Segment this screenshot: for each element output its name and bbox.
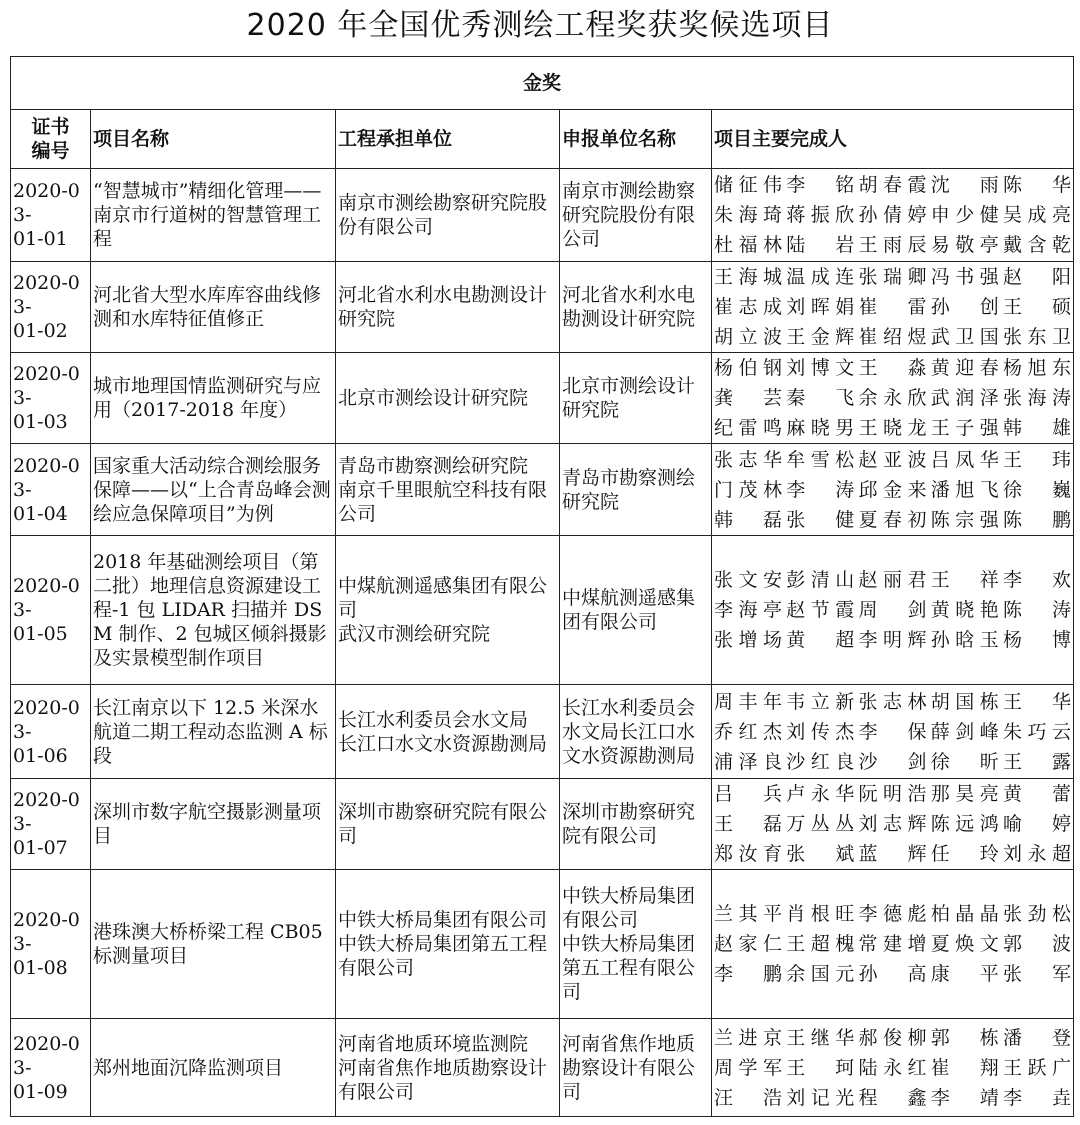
contributor-name: 陈 鹏 xyxy=(1003,508,1071,531)
cert-number xyxy=(11,685,91,779)
contributors-line xyxy=(714,1023,1071,1053)
contributor-name: 张志林 xyxy=(858,690,927,713)
table-row xyxy=(11,262,1074,353)
contributor-name: 申少健 xyxy=(930,204,999,226)
cert-number xyxy=(11,779,91,870)
contributor-name: 张瑞卿 xyxy=(858,266,927,288)
contributor-name: 王 珂 xyxy=(786,1056,855,1079)
header-row xyxy=(11,110,1074,169)
contributor-name: 张增场 xyxy=(714,629,782,651)
contractor-line: 中煤航测遥感集团有限公司 xyxy=(338,575,548,621)
applicant-unit xyxy=(560,169,712,262)
cert-number-part: 2020-03- xyxy=(13,272,80,318)
contributor-name: 崔志成 xyxy=(714,296,782,318)
contributors-line xyxy=(714,475,1071,505)
contributor-name: 孙 创 xyxy=(930,296,999,318)
project-name: 城市地理国情监测研究与应用（2017-2018 年度） xyxy=(91,353,336,444)
contractor-line: 河北省水利水电勘测设计研究院 xyxy=(338,284,548,330)
contributor-name: 柏晶晶 xyxy=(930,903,999,925)
contributor-name: 门茂林 xyxy=(714,478,782,501)
contributor-name: 刘永超 xyxy=(1003,843,1071,865)
applicant-line: 青岛市勘察测绘研究院 xyxy=(562,466,696,513)
applicant-unit xyxy=(560,1019,712,1117)
contributor-name: 李 鹏 xyxy=(714,963,782,985)
contributor-name: 王晓龙 xyxy=(858,417,927,439)
contributor-name: 李海亭 xyxy=(714,599,782,621)
applicant-unit xyxy=(560,444,712,536)
contributor-name: 秦 飞 xyxy=(786,387,855,409)
cert-number-part: 2020-03- xyxy=(13,575,80,621)
contractor-line: 长江水利委员会水文局 xyxy=(338,708,529,731)
awards-table xyxy=(10,56,1074,1117)
contributor-name: 崔 翔 xyxy=(930,1056,999,1079)
contributor-name: 张海涛 xyxy=(1003,387,1071,409)
main-contributors xyxy=(712,870,1074,1019)
contributor-name: 张 军 xyxy=(1003,963,1071,985)
contributor-name: 杨伯钢 xyxy=(714,357,782,379)
cert-number-part: 01-04 xyxy=(13,502,68,525)
cert-number-part: 01-02 xyxy=(13,320,68,342)
contributor-name: 周丰年 xyxy=(714,690,782,713)
cert-number-part: 2020-03- xyxy=(13,909,80,955)
contributor-name: 刘志辉 xyxy=(858,813,927,835)
contributor-name: 郭 波 xyxy=(1003,933,1071,955)
contributors-line xyxy=(714,262,1071,292)
contributors-line xyxy=(714,809,1071,839)
contributor-name: 崔 雷 xyxy=(858,296,927,318)
contributor-name: 蓝 辉 xyxy=(858,843,927,865)
contributor-name: 李 保 xyxy=(858,720,927,743)
contributor-name: 黄 超 xyxy=(786,629,855,651)
cert-number-part: 01-07 xyxy=(13,837,68,859)
contributor-name: 韩 磊 xyxy=(714,508,782,531)
contributor-name: 冯书强 xyxy=(930,266,999,288)
table-body xyxy=(11,169,1074,1117)
contributor-name: 郑汝育 xyxy=(714,843,782,865)
main-contributors xyxy=(712,262,1074,353)
contributor-name: 张志华 xyxy=(714,448,782,471)
contractor-line: 南京市测绘勘察研究院股份有限公司 xyxy=(338,192,548,238)
header-contractor: 工程承担单位 xyxy=(336,110,560,169)
contributor-name: 阮明浩 xyxy=(858,783,927,805)
contributor-name: 孙 高 xyxy=(858,963,927,985)
contributor-name: 郝俊柳 xyxy=(858,1026,927,1049)
contributors-line xyxy=(714,595,1071,625)
main-contributors xyxy=(712,169,1074,262)
contributor-name: 常建增 xyxy=(858,933,927,955)
contributor-name: 孙倩婷 xyxy=(858,204,927,226)
contributor-name: 陈 涛 xyxy=(1003,599,1071,621)
header-cert-no xyxy=(11,110,91,169)
contributors-line xyxy=(714,899,1071,929)
contributor-name: 王 磊 xyxy=(714,813,782,835)
contributor-name: 王跃广 xyxy=(1003,1056,1071,1079)
contributors-line xyxy=(714,779,1071,809)
contributors-line xyxy=(714,565,1071,595)
contributor-name: 赵家仁 xyxy=(714,933,782,955)
contractor-line: 中铁大桥局集团有限公司 xyxy=(338,909,548,931)
contributor-name: 胡国栋 xyxy=(930,690,999,713)
contributor-name: 张东卫 xyxy=(1003,326,1071,348)
applicant-unit xyxy=(560,262,712,353)
header-project: 项目名称 xyxy=(91,110,336,169)
contributor-name: 龚 芸 xyxy=(714,387,782,409)
cert-number xyxy=(11,870,91,1019)
contractor-line: 青岛市勘察测绘研究院 xyxy=(338,454,529,477)
cert-number xyxy=(11,169,91,262)
project-name: 国家重大活动综合测绘服务保障——以“上合青岛峰会测绘应急保障项目”为例 xyxy=(91,444,336,536)
contributor-name: 王 华 xyxy=(1003,690,1071,713)
contributor-name: 陈 华 xyxy=(1003,174,1071,196)
table-row xyxy=(11,779,1074,870)
contributor-name: 武润泽 xyxy=(930,387,999,409)
contributors-line xyxy=(714,322,1071,352)
contributor-name: 黄晓艳 xyxy=(930,599,999,621)
contributor-name: 李 涛 xyxy=(786,478,855,501)
contributor-name: 夏焕文 xyxy=(930,933,999,955)
contributor-name: 蒋振欣 xyxy=(786,204,855,226)
table-row xyxy=(11,353,1074,444)
contractor-unit xyxy=(336,1019,560,1117)
contributor-name: 牟雪松 xyxy=(786,448,855,471)
applicant-unit xyxy=(560,536,712,685)
main-contributors xyxy=(712,779,1074,870)
contributor-name: 李 垚 xyxy=(1003,1086,1071,1109)
cert-number xyxy=(11,444,91,536)
project-name: 长江南京以下 12.5 米深水航道二期工程动态监测 A 标段 xyxy=(91,685,336,779)
project-name: 郑州地面沉降监测项目 xyxy=(91,1019,336,1117)
cert-number xyxy=(11,536,91,685)
contributors-line xyxy=(714,292,1071,322)
contributor-name: 韦立新 xyxy=(786,690,855,713)
contributor-name: 杨 博 xyxy=(1003,629,1071,651)
contributor-name: 朱海琦 xyxy=(714,204,782,226)
cert-number-part: 2020-03- xyxy=(13,363,80,409)
contributor-name: 李 铭 xyxy=(786,174,855,196)
main-contributors xyxy=(712,536,1074,685)
contributor-name: 王继华 xyxy=(786,1026,855,1049)
contributor-name: 纪雷鸣 xyxy=(714,417,782,439)
applicant-line: 中铁大桥局集团第五工程有限公司 xyxy=(562,933,696,1003)
contributor-name: 沈 雨 xyxy=(930,174,999,196)
contractor-line: 深圳市勘察研究院有限公司 xyxy=(338,801,548,847)
contributors-line xyxy=(714,383,1071,413)
contributor-name: 李 靖 xyxy=(930,1086,999,1109)
table-row xyxy=(11,169,1074,262)
contributor-name: 武卫国 xyxy=(930,326,999,348)
contributor-name: 潘 登 xyxy=(1003,1026,1071,1049)
contributor-name: 邱金来 xyxy=(858,478,927,501)
contributor-name: 张 斌 xyxy=(786,843,855,865)
contributor-name: 张 健 xyxy=(786,508,855,531)
contractor-line: 河南省地质环境监测院 xyxy=(338,1032,529,1055)
contributor-name: 彭清山 xyxy=(786,569,855,591)
cert-number-part: 01-01 xyxy=(13,228,68,250)
contributors-line xyxy=(714,170,1071,200)
contributors-line xyxy=(714,687,1071,717)
contributor-name: 王子强 xyxy=(930,417,999,439)
contributor-name: 李德彪 xyxy=(858,903,927,925)
contributor-name: 储征伟 xyxy=(714,174,782,196)
table-row xyxy=(11,444,1074,536)
contributors-line xyxy=(714,929,1071,959)
applicant-unit xyxy=(560,685,712,779)
applicant-line: 河南省焦作地质勘察设计有限公司 xyxy=(562,1032,696,1103)
contributor-name: 兰进京 xyxy=(714,1026,782,1049)
section-row xyxy=(11,57,1074,110)
contributor-name: 万丛丛 xyxy=(786,813,855,835)
table-row xyxy=(11,536,1074,685)
applicant-line: 中煤航测遥感集团有限公司 xyxy=(562,587,696,633)
contributor-name: 康 平 xyxy=(930,963,999,985)
contributor-name: 李明辉 xyxy=(858,629,927,651)
cert-number-part: 2020-03- xyxy=(13,180,80,226)
contractor-unit xyxy=(336,262,560,353)
contributor-name: 喻 婷 xyxy=(1003,813,1071,835)
contractor-unit xyxy=(336,353,560,444)
contributors-line xyxy=(714,230,1071,260)
applicant-line: 南京市测绘勘察研究院股份有限公司 xyxy=(562,180,696,250)
main-contributors xyxy=(712,1019,1074,1117)
cert-number-part: 2020-03- xyxy=(13,696,80,743)
contributor-name: 王 露 xyxy=(1003,750,1071,773)
contributor-name: 陈远鸿 xyxy=(930,813,999,835)
contributor-name: 韩 雄 xyxy=(1003,417,1071,439)
contributor-name: 余永欣 xyxy=(858,387,927,409)
contributor-name: 朱巧云 xyxy=(1003,720,1071,743)
contributors-line xyxy=(714,1053,1071,1083)
contributor-name: 赵节霞 xyxy=(786,599,855,621)
contributor-name: 郭 栋 xyxy=(930,1026,999,1049)
contributor-name: 任 玲 xyxy=(930,843,999,865)
contributor-name: 孙晗玉 xyxy=(930,629,999,651)
contributor-name: 兰其平 xyxy=(714,903,782,925)
contributor-name: 王 祥 xyxy=(930,569,999,591)
applicant-line: 中铁大桥局集团有限公司 xyxy=(562,885,696,931)
contributors-line xyxy=(714,747,1071,777)
contributor-name: 吕凤华 xyxy=(930,448,999,471)
contributor-name: 陆 岩 xyxy=(786,234,855,256)
cert-number-part: 01-06 xyxy=(13,744,68,767)
contributor-name: 温成连 xyxy=(786,266,855,288)
contributor-name: 刘博文 xyxy=(786,357,855,379)
header-cert-line1: 证书 xyxy=(31,116,70,138)
contributor-name: 黄迎春 xyxy=(930,357,999,379)
contributor-name: 沙 剑 xyxy=(858,750,927,773)
main-contributors xyxy=(712,685,1074,779)
contributor-name: 陆永红 xyxy=(858,1056,927,1079)
contributor-name: 胡立波 xyxy=(714,326,782,348)
contributor-name: 赵丽君 xyxy=(858,569,927,591)
cert-number-part: 01-08 xyxy=(13,957,68,979)
contributor-name: 程 鑫 xyxy=(858,1086,927,1109)
contractor-unit xyxy=(336,444,560,536)
contributor-name: 王海城 xyxy=(714,266,782,288)
contractor-line: 北京市测绘设计研究院 xyxy=(338,387,529,409)
cert-number-part: 01-09 xyxy=(13,1080,68,1103)
applicant-line: 深圳市勘察研究院有限公司 xyxy=(562,801,696,847)
contributor-name: 杨旭东 xyxy=(1003,357,1071,379)
contributors-line xyxy=(714,959,1071,989)
contributor-name: 王 玮 xyxy=(1003,448,1071,471)
contributor-name: 麻晓男 xyxy=(786,417,855,439)
contributor-name: 王 淼 xyxy=(858,357,927,379)
contributor-name: 薛剑峰 xyxy=(930,720,999,743)
contributors-line xyxy=(714,200,1071,230)
contractor-line: 武汉市测绘研究院 xyxy=(338,623,491,645)
applicant-line: 长江水利委员会水文局长江口水文水资源勘测局 xyxy=(562,696,696,767)
contributor-name: 夏春初 xyxy=(858,508,927,531)
cert-number-part: 2020-03- xyxy=(13,454,80,501)
page-title: 2020 年全国优秀测绘工程奖获奖候选项目 xyxy=(246,8,834,43)
contributors-line xyxy=(714,353,1071,383)
contributor-name: 崔绍煜 xyxy=(858,326,927,348)
contractor-unit xyxy=(336,779,560,870)
table-row xyxy=(11,685,1074,779)
contributor-name: 刘记光 xyxy=(786,1086,855,1109)
contributor-name: 王雨辰 xyxy=(858,234,927,256)
applicant-unit xyxy=(560,353,712,444)
contributor-name: 周 剑 xyxy=(858,599,927,621)
project-name: 2018 年基础测绘项目（第二批）地理信息资源建设工程-1 包 LIDAR 扫描并 DSM 制作、2 包城区倾斜摄影及实景模型制作项目 xyxy=(91,536,336,685)
contributor-name: 张劲松 xyxy=(1003,903,1071,925)
contributor-name: 肖根旺 xyxy=(786,903,855,925)
contributor-name: 黄 蕾 xyxy=(1003,783,1071,805)
applicant-line: 北京市测绘设计研究院 xyxy=(562,375,696,421)
contributor-name: 王超槐 xyxy=(786,933,855,955)
contributor-name: 沙红良 xyxy=(786,750,855,773)
contractor-unit xyxy=(336,169,560,262)
main-contributors xyxy=(712,353,1074,444)
contributor-name: 刘传杰 xyxy=(786,720,855,743)
contractor-unit xyxy=(336,870,560,1019)
contractor-line: 长江口水文水资源勘测局 xyxy=(338,732,548,755)
contributor-name: 吴成亮 xyxy=(1003,204,1071,226)
contributors-line xyxy=(714,1083,1071,1113)
project-name: 河北省大型水库库容曲线修测和水库特征值修正 xyxy=(91,262,336,353)
cert-number xyxy=(11,353,91,444)
contractor-line: 南京千里眼航空科技有限公司 xyxy=(338,478,548,525)
contributor-name: 潘旭飞 xyxy=(930,478,999,501)
contributors-line xyxy=(714,839,1071,869)
header-people: 项目主要完成人 xyxy=(712,110,1074,169)
cert-number-part: 01-05 xyxy=(13,623,68,645)
contributor-name: 那昊亮 xyxy=(930,783,999,805)
applicant-unit xyxy=(560,870,712,1019)
contributor-name: 戴含乾 xyxy=(1003,234,1071,256)
contributor-name: 徐 昕 xyxy=(930,750,999,773)
contributors-line xyxy=(714,717,1071,747)
contributor-name: 徐 巍 xyxy=(1003,478,1071,501)
table-row xyxy=(11,1019,1074,1117)
project-name: 深圳市数字航空摄影测量项目 xyxy=(91,779,336,870)
contributor-name: 陈宗强 xyxy=(930,508,999,531)
applicant-line: 河北省水利水电勘测设计研究院 xyxy=(562,284,696,330)
contributors-line xyxy=(714,505,1071,535)
contributor-name: 赵亚波 xyxy=(858,448,927,471)
contributors-line xyxy=(714,413,1071,443)
main-contributors xyxy=(712,444,1074,536)
contractor-unit xyxy=(336,685,560,779)
contributors-line xyxy=(714,625,1071,655)
contributor-name: 吕 兵 xyxy=(714,783,782,805)
cert-number xyxy=(11,1019,91,1117)
contributor-name: 汪 浩 xyxy=(714,1086,782,1109)
applicant-unit xyxy=(560,779,712,870)
contributor-name: 刘晖娟 xyxy=(786,296,855,318)
contributor-name: 王 硕 xyxy=(1003,296,1071,318)
contributor-name: 胡春霞 xyxy=(858,174,927,196)
contributor-name: 乔红杰 xyxy=(714,720,782,743)
header-applicant: 申报单位名称 xyxy=(560,110,712,169)
contractor-unit xyxy=(336,536,560,685)
cert-number xyxy=(11,262,91,353)
contributors-line xyxy=(714,445,1071,475)
contributor-name: 王金辉 xyxy=(786,326,855,348)
section-title: 金奖 xyxy=(11,57,1074,110)
contributor-name: 李 欢 xyxy=(1003,569,1071,591)
contributor-name: 张文安 xyxy=(714,569,782,591)
header-cert-line2: 编号 xyxy=(31,140,70,162)
contributor-name: 卢永华 xyxy=(786,783,855,805)
project-name: 港珠澳大桥桥梁工程 CB05 标测量项目 xyxy=(91,870,336,1019)
contributor-name: 余国元 xyxy=(786,963,855,985)
cert-number-part: 2020-03- xyxy=(13,1032,80,1079)
cert-number-part: 01-03 xyxy=(13,411,68,433)
contributor-name: 周学军 xyxy=(714,1056,782,1079)
contributor-name: 赵 阳 xyxy=(1003,266,1071,288)
contractor-line: 河南省焦作地质勘察设计有限公司 xyxy=(338,1056,548,1103)
contributor-name: 易敬亭 xyxy=(930,234,999,256)
contributor-name: 浦泽良 xyxy=(714,750,782,773)
cert-number-part: 2020-03- xyxy=(13,789,80,835)
table-row xyxy=(11,870,1074,1019)
contributor-name: 杜福林 xyxy=(714,234,782,256)
contractor-line: 中铁大桥局集团第五工程有限公司 xyxy=(338,933,548,979)
project-name: “智慧城市”精细化管理——南京市行道树的智慧管理工程 xyxy=(91,169,336,262)
